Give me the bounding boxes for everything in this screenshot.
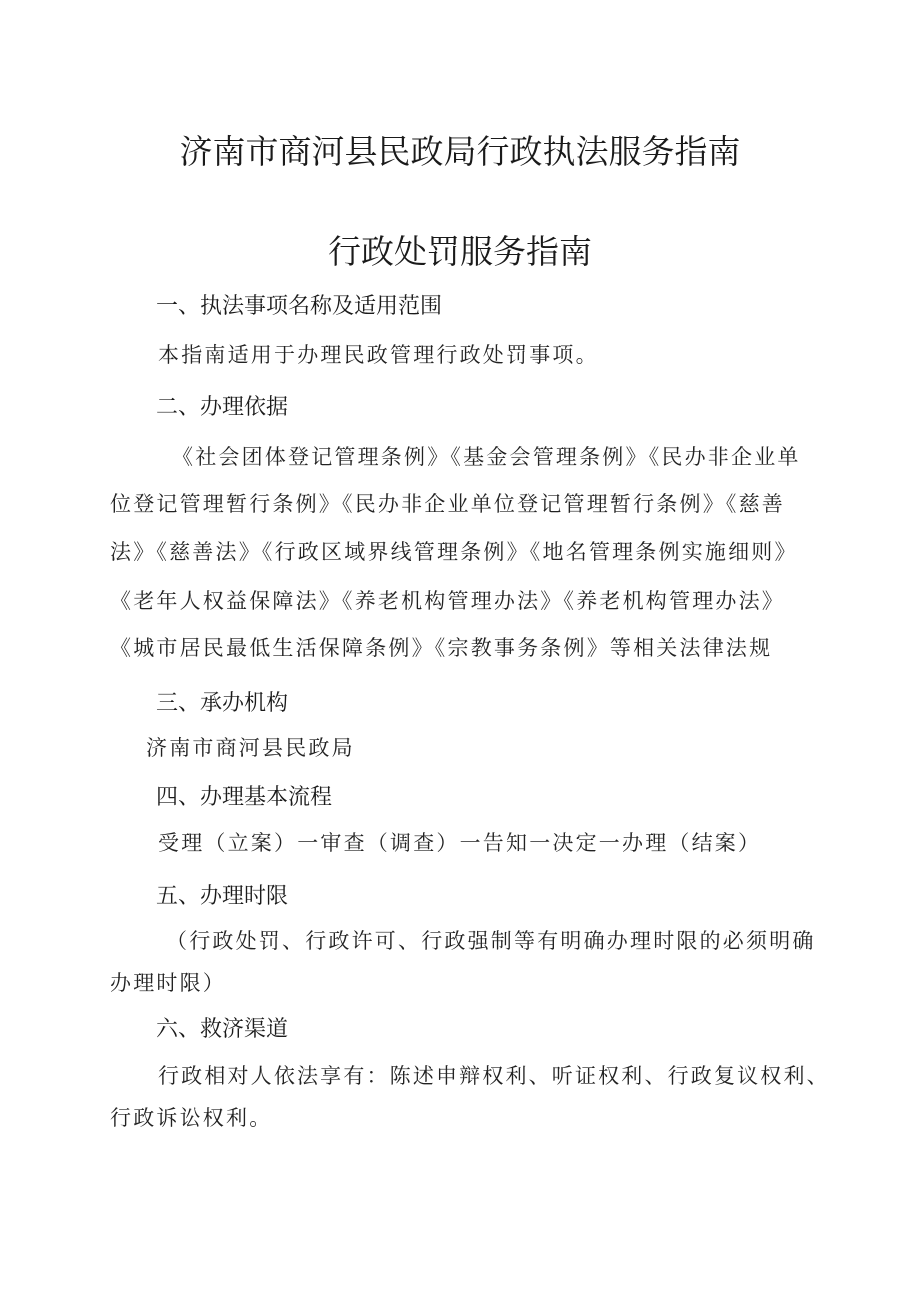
section-text-basis-line-5: 《城市居民最低生活保障条例》《宗教事务条例》等相关法律法规 — [110, 636, 773, 660]
section-text-time-limit-line-2: 办理时限） — [110, 971, 226, 995]
section-text-basis-line-1: 《社会团体登记管理条例》《基金会管理条例》《民办非企业单 — [172, 445, 801, 469]
section-text-remedy-line-2: 行政诉讼权利。 — [110, 1106, 273, 1130]
section-text-basis-line-2: 位登记管理暂行条例》《民办非企业单位登记管理暂行条例》《慈善 — [110, 492, 785, 516]
section-heading-scope: 一、执法事项名称及适用范围 — [156, 294, 443, 319]
section-heading-agency: 三、承办机构 — [156, 691, 289, 716]
section-heading-time-limit: 五、办理时限 — [156, 884, 289, 909]
section-text-basis-line-3: 法》《慈善法》《行政区域界线管理条例》《地名管理条例实施细则》 — [110, 540, 798, 564]
section-text-scope-line-1: 本指南适用于办理民政管理行政处罚事项。 — [158, 343, 599, 367]
section-heading-process: 四、办理基本流程 — [156, 785, 333, 810]
page-subtitle: 行政处罚服务指南 — [328, 232, 592, 271]
section-heading-remedy: 六、救济渠道 — [156, 1017, 289, 1042]
section-text-process-line-1: 受理（立案）一审查（调查）一告知一决定一办理（结案） — [158, 831, 762, 855]
section-text-time-limit-line-1: （行政处罚、行政许可、行政强制等有明确办理时限的必须明确 — [166, 929, 816, 953]
section-text-agency-line-1: 济南市商河县民政局 — [146, 736, 355, 760]
page-title: 济南市商河县民政局行政执法服务指南 — [179, 132, 741, 171]
section-text-basis-line-4: 《老年人权益保障法》《养老机构管理办法》《养老机构管理办法》 — [110, 589, 785, 613]
section-heading-basis: 二、办理依据 — [156, 395, 289, 420]
section-text-remedy-line-1: 行政相对人依法享有：陈述申辩权利、听证权利、行政复议权利、 — [158, 1064, 830, 1088]
